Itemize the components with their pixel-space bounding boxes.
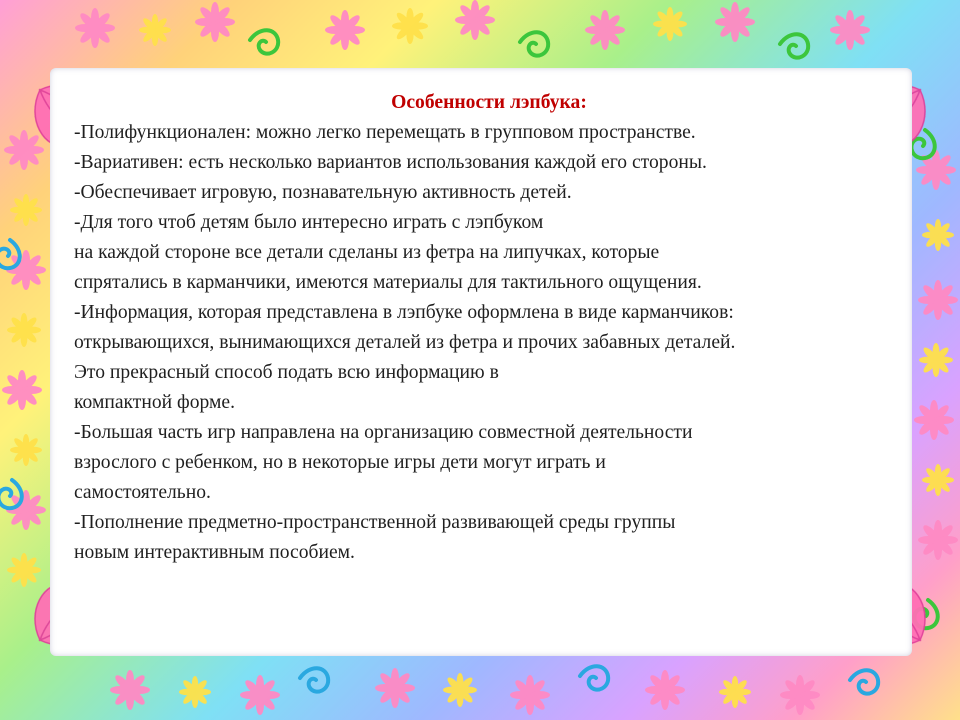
text-line: -Вариативен: есть несколько вариантов использования каждой его стороны.	[74, 152, 707, 173]
text-line: компактной форме.	[74, 392, 236, 413]
text-line: новым интерактивным пособием.	[74, 542, 355, 563]
text-line: взрослого с ребенком, но в некоторые игры дети могут играть и	[74, 452, 606, 473]
text-line: спрятались в карманчики, имеются материалы для тактильного ощущения.	[74, 272, 702, 293]
text-line: открывающихся, вынимающихся деталей из фетра и прочих забавных деталей.	[74, 332, 736, 353]
text-line: -Обеспечивает игровую, познавательную активность детей.	[74, 182, 572, 203]
text-line: на каждой стороне все детали сделаны из фетра на липучках, которые	[74, 242, 660, 263]
text-line: -Для того чтоб детям было интересно играть с лэпбуком	[74, 212, 544, 233]
text-line: самостоятельно.	[74, 482, 211, 503]
slide-title: Особенности лэпбука:	[391, 92, 587, 113]
text-line: -Информация, которая представлена в лэпбуке оформлена в виде карманчиков:	[74, 302, 734, 323]
text-line: -Пополнение предметно-пространственной развивающей среды группы	[74, 512, 676, 533]
text-line: -Полифункционален: можно легко перемещать в групповом пространстве.	[74, 122, 696, 143]
slide-content	[74, 88, 904, 568]
text-line: Это прекрасный способ подать всю информацию в	[74, 362, 499, 383]
text-line: -Большая часть игр направлена на организацию совместной деятельности	[74, 422, 693, 443]
